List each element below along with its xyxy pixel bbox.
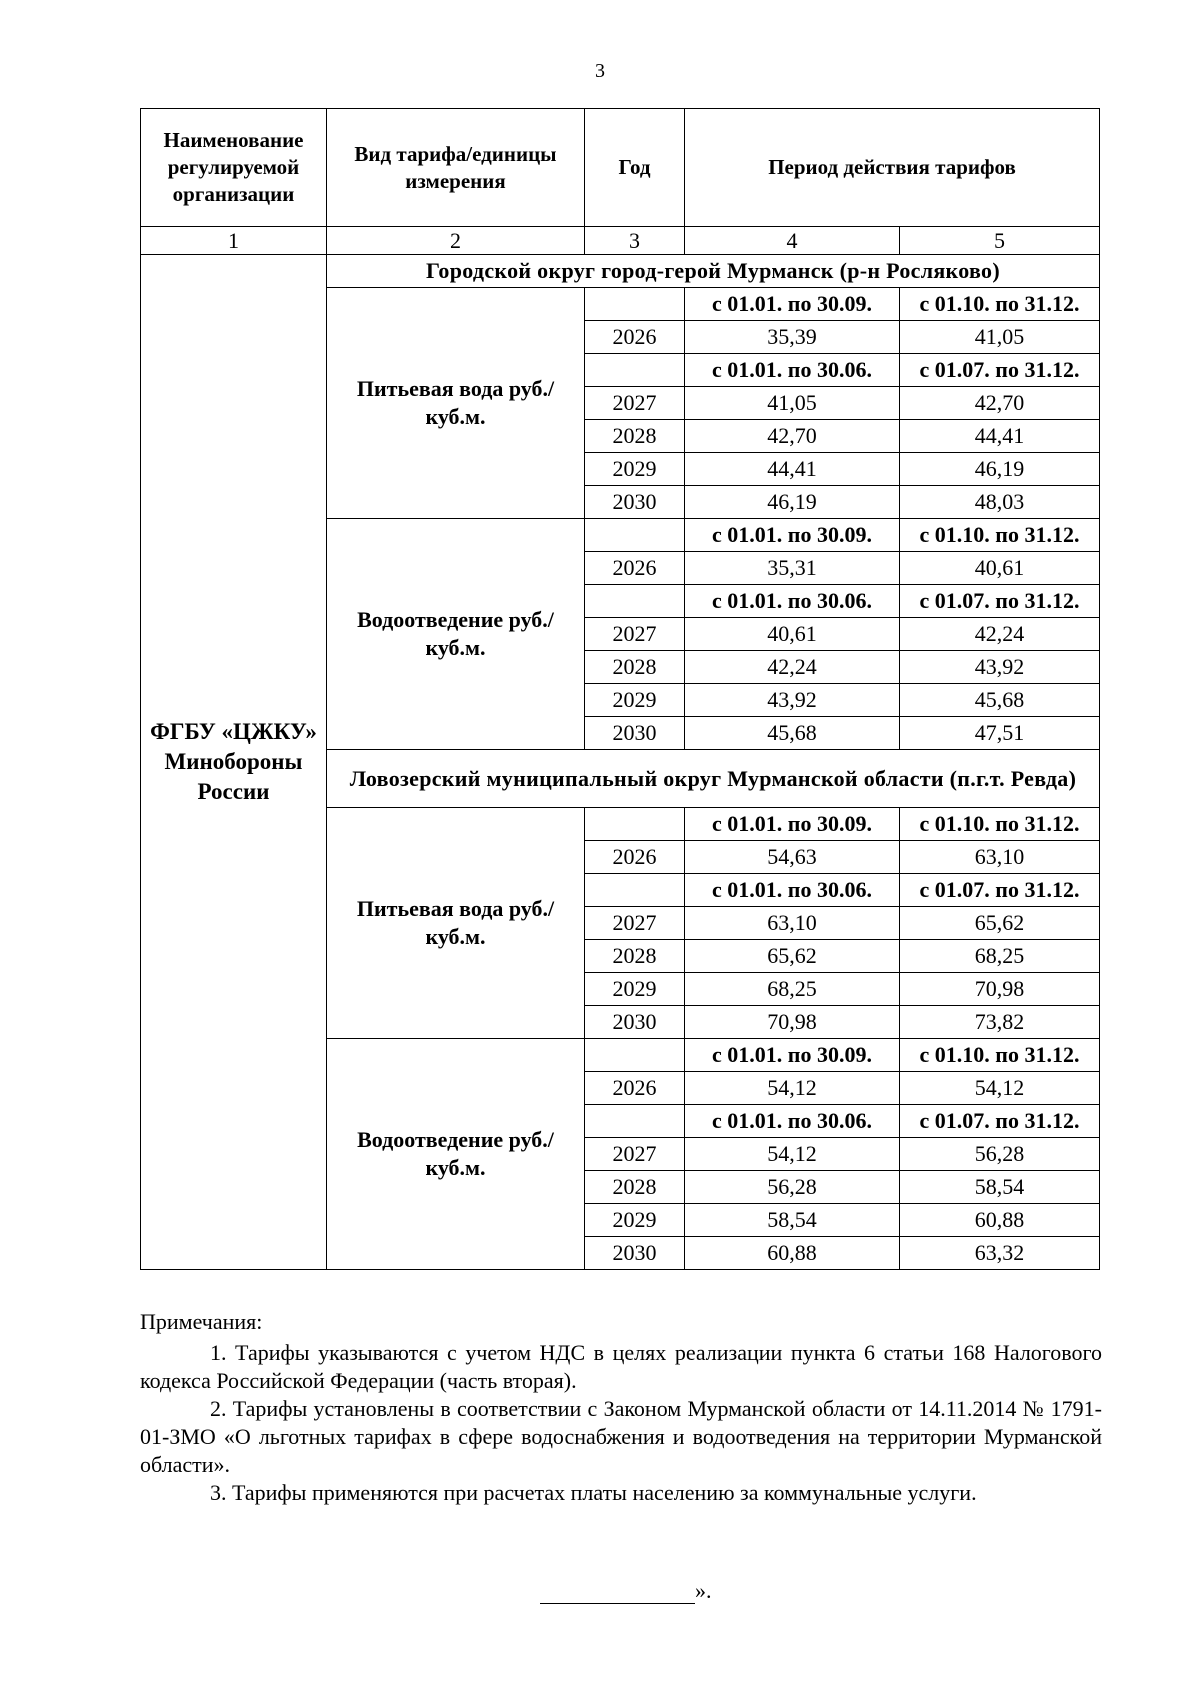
tariff-value: 54,12 [900, 1072, 1100, 1105]
period-label: с 01.01. по 30.06. [685, 1105, 900, 1138]
tariff-value: 42,24 [685, 651, 900, 684]
tariff-value: 44,41 [685, 453, 900, 486]
tariff-value: 68,25 [900, 940, 1100, 973]
tariff-value: 54,12 [685, 1072, 900, 1105]
tariff-value: 40,61 [685, 618, 900, 651]
empty-year-cell [585, 288, 685, 321]
period-label: с 01.01. по 30.09. [685, 808, 900, 841]
organization-name: ФГБУ «ЦЖКУ» Минобороны России [141, 255, 327, 1270]
column-number: 5 [900, 227, 1100, 255]
period-label: с 01.07. по 31.12. [900, 585, 1100, 618]
tariff-value: 41,05 [685, 387, 900, 420]
column-number: 4 [685, 227, 900, 255]
period-label: с 01.10. по 31.12. [900, 519, 1100, 552]
tariff-value: 60,88 [900, 1204, 1100, 1237]
period-label: с 01.07. по 31.12. [900, 1105, 1100, 1138]
notes-title: Примечания: [140, 1309, 263, 1334]
note-item: 3. Тарифы применяются при расчетах платы населению за коммунальные услуги. [210, 1480, 977, 1505]
year-cell: 2026 [585, 1072, 685, 1105]
page-number: 3 [595, 60, 605, 82]
tariff-value: 41,05 [900, 321, 1100, 354]
year-cell: 2028 [585, 651, 685, 684]
year-cell: 2026 [585, 552, 685, 585]
table-row [141, 255, 1100, 288]
notes [140, 1308, 1102, 1507]
year-cell: 2026 [585, 321, 685, 354]
num [141, 227, 1100, 255]
period-label: с 01.07. по 31.12. [900, 354, 1100, 387]
year-cell: 2028 [585, 420, 685, 453]
year-cell: 2029 [585, 684, 685, 717]
tariff-value: 63,32 [900, 1237, 1100, 1270]
period-label: с 01.01. по 30.09. [685, 519, 900, 552]
note-item: 2. Тарифы установлены в соответствии с Законом Мурманской области от 14.11.2014 № 1791-01-ЗМО «О льготных тарифах в сфере водоснабжения и водоотведения на территории Мурманской области». [140, 1396, 1102, 1477]
tariff-value: 63,10 [685, 907, 900, 940]
tariff-value: 73,82 [900, 1006, 1100, 1039]
closing-mark [540, 1578, 712, 1604]
service-name: Питьевая вода руб./куб.м. [327, 288, 585, 519]
column-number: 3 [585, 227, 685, 255]
service-name: Водоотведение руб./куб.м. [327, 519, 585, 750]
year-cell: 2029 [585, 973, 685, 1006]
tariff-value: 44,41 [900, 420, 1100, 453]
year-cell: 2029 [585, 453, 685, 486]
tariff-value: 63,10 [900, 841, 1100, 874]
period-label: с 01.07. по 31.12. [900, 874, 1100, 907]
hdr [141, 109, 1100, 227]
signature-line [540, 1583, 695, 1604]
empty-year-cell [585, 585, 685, 618]
region-name: Ловозерский муниципальный округ Мурманской области (п.г.т. Ревда) [327, 750, 1100, 808]
year-cell: 2027 [585, 907, 685, 940]
tariff-value: 58,54 [685, 1204, 900, 1237]
year-cell: 2028 [585, 1171, 685, 1204]
region-name: Городской округ город-герой Мурманск (р-н Росляково) [327, 255, 1100, 288]
tariff-value: 56,28 [900, 1138, 1100, 1171]
tariff-value: 68,25 [685, 973, 900, 1006]
tariff-value: 58,54 [900, 1171, 1100, 1204]
period-label: с 01.01. по 30.09. [685, 1039, 900, 1072]
service-name: Водоотведение руб./куб.м. [327, 1039, 585, 1270]
year-cell: 2027 [585, 1138, 685, 1171]
empty-year-cell [585, 354, 685, 387]
year-cell: 2030 [585, 717, 685, 750]
period-label: с 01.10. по 31.12. [900, 1039, 1100, 1072]
closing-quote: ». [695, 1578, 712, 1603]
year-cell: 2026 [585, 841, 685, 874]
column-number: 2 [327, 227, 585, 255]
period-label: с 01.10. по 31.12. [900, 288, 1100, 321]
period-label: с 01.10. по 31.12. [900, 808, 1100, 841]
tariff-value: 35,39 [685, 321, 900, 354]
tariff-value: 40,61 [900, 552, 1100, 585]
year-cell: 2030 [585, 1237, 685, 1270]
header-organization: Наименование регулируемой организации [141, 109, 327, 227]
tariff-value: 60,88 [685, 1237, 900, 1270]
year-cell: 2027 [585, 618, 685, 651]
year-cell: 2030 [585, 1006, 685, 1039]
tariff-value: 42,70 [685, 420, 900, 453]
period-label: с 01.01. по 30.09. [685, 288, 900, 321]
service-name: Питьевая вода руб./куб.м. [327, 808, 585, 1039]
tariff-value: 42,70 [900, 387, 1100, 420]
tariff-value: 45,68 [900, 684, 1100, 717]
tariff-value: 65,62 [685, 940, 900, 973]
tariff-value: 43,92 [900, 651, 1100, 684]
empty-year-cell [585, 1105, 685, 1138]
header-tariff-type: Вид тарифа/единицы измерения [327, 109, 585, 227]
tariff-value: 70,98 [900, 973, 1100, 1006]
tariff-value: 56,28 [685, 1171, 900, 1204]
note-item: 1. Тарифы указываются с учетом НДС в целях реализации пункта 6 статьи 168 Налогового кодекса Российской Федерации (часть вторая). [140, 1340, 1102, 1393]
tariff-value: 54,12 [685, 1138, 900, 1171]
tariff-value: 70,98 [685, 1006, 900, 1039]
tariff-value: 65,62 [900, 907, 1100, 940]
year-cell: 2030 [585, 486, 685, 519]
period-label: с 01.01. по 30.06. [685, 354, 900, 387]
column-number: 1 [141, 227, 327, 255]
tariff-value: 47,51 [900, 717, 1100, 750]
tariff-table [140, 108, 1100, 1270]
period-label: с 01.01. по 30.06. [685, 874, 900, 907]
header-year: Год [585, 109, 685, 227]
empty-year-cell [585, 1039, 685, 1072]
year-cell: 2028 [585, 940, 685, 973]
empty-year-cell [585, 874, 685, 907]
tariff-value: 46,19 [900, 453, 1100, 486]
tariff-value: 45,68 [685, 717, 900, 750]
year-cell: 2029 [585, 1204, 685, 1237]
period-label: с 01.01. по 30.06. [685, 585, 900, 618]
tariff-value: 48,03 [900, 486, 1100, 519]
empty-year-cell [585, 519, 685, 552]
tariff-value: 46,19 [685, 486, 900, 519]
tariff-value: 42,24 [900, 618, 1100, 651]
empty-year-cell [585, 808, 685, 841]
year-cell: 2027 [585, 387, 685, 420]
tariff-value: 54,63 [685, 841, 900, 874]
tariff-value: 35,31 [685, 552, 900, 585]
tariff-value: 43,92 [685, 684, 900, 717]
header-period: Период действия тарифов [685, 109, 1100, 227]
